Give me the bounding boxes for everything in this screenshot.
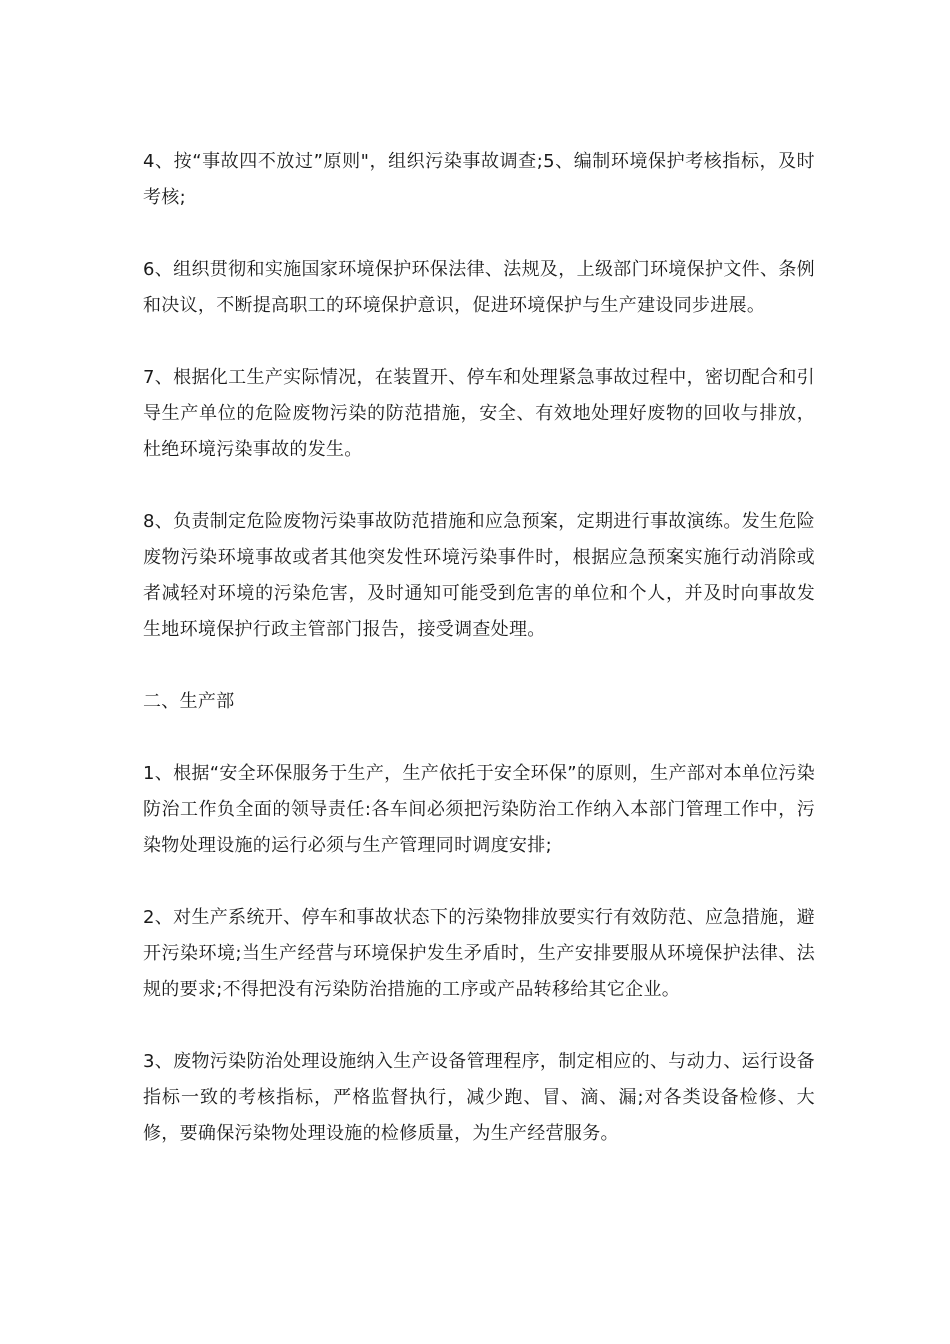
paragraph-item-8: 8、负责制定危险废物污染事故防范措施和应急预案，定期进行事故演练。发生危险废物污染环境事故或者其他突发性环境污染事件时，根据应急预案实施行动消除或者减轻对环境的污染危害，及时通知可能受到危害的单位和个人，并及时向事故发生地环境保护行政主管部门报告，接受调查处理。 [143,511,815,640]
paragraph-item-6: 6、组织贯彻和实施国家环境保护环保法律、法规及，上级部门环境保护文件、条例和决议，不断提高职工的环境保护意识，促进环境保护与生产建设同步进展。 [143,259,815,316]
paragraph-gap [143,324,815,360]
paragraph-gap [143,216,815,252]
paragraph-gap [143,648,815,684]
paragraph-item-4: 4、按“事故四不放过”原则"，组织污染事故调查;5、编制环境保护考核指标，及时考核; [143,151,815,208]
production-item-1: 1、根据“安全环保服务于生产，生产依托于安全环保”的原则，生产部对本单位污染防治工作负全面的领导责任:各车间必须把污染防治工作纳入本部门管理工作中，污染物处理设施的运行必须与生产管理同时调度安排; [143,763,815,856]
paragraph-gap [143,720,815,756]
production-item-3: 3、废物污染防治处理设施纳入生产设备管理程序，制定相应的、与动力、运行设备指标一致的考核指标，严格监督执行，减少跑、冒、滴、漏;对各类设备检修、大修，要确保污染物处理设施的检修质量，为生产经营服务。 [143,1051,815,1144]
document-body [143,144,815,1152]
paragraph-gap [143,468,815,504]
paragraph-item-7: 7、根据化工生产实际情况，在装置开、停车和处理紧急事故过程中，密切配合和引导生产单位的危险废物污染的防范措施，安全、有效地处理好废物的回收与排放，杜绝环境污染事故的发生。 [143,367,815,460]
production-item-2: 2、对生产系统开、停车和事故状态下的污染物排放要实行有效防范、应急措施，避开污染环境;当生产经营与环境保护发生矛盾时，生产安排要服从环境保护法律、法规的要求;不得把没有污染防治措施的工序或产品转移给其它企业。 [143,907,815,1000]
section-heading-production: 二、生产部 [143,691,235,712]
paragraph-gap [143,1008,815,1044]
paragraph-gap [143,864,815,900]
